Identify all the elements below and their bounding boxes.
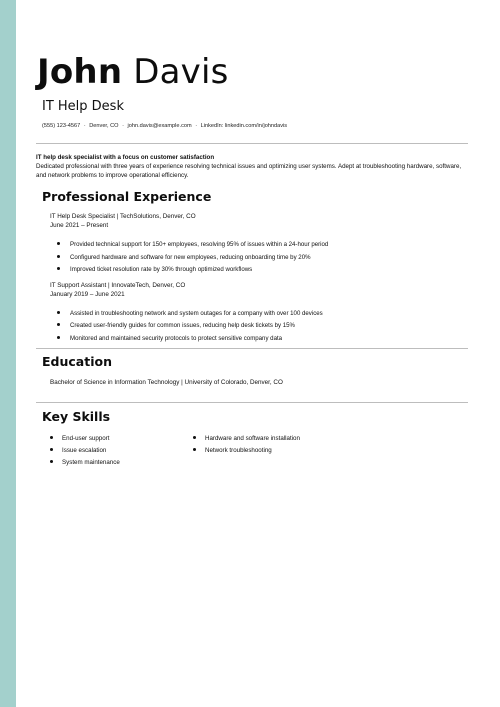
divider [36, 402, 468, 403]
experience-bullet: Configured hardware and software for new employees, reducing onboarding time by 20% [57, 253, 311, 262]
skill-item: Issue escalation [50, 446, 106, 455]
last-name: Davis [133, 52, 229, 92]
experience-bullet: Provided technical support for 150+ employees, resolving 95% of issues within a 24-hour period [57, 240, 328, 249]
summary-section [36, 153, 468, 180]
candidate-name [37, 52, 229, 92]
bullet-dot-icon [57, 255, 60, 258]
bullet-dot-icon [57, 242, 60, 245]
skill-item: Network troubleshooting [193, 446, 272, 455]
contact-separator: · [195, 123, 198, 129]
accent-sidebar [0, 0, 16, 707]
bullet-dot-icon [193, 436, 196, 439]
contact-separator: · [122, 123, 124, 129]
job-dates: January 2019 – June 2021 [50, 291, 125, 298]
bullet-dot-icon [57, 323, 60, 326]
bullet-dot-icon [57, 336, 60, 339]
experience-bullet: Created user-friendly guides for common issues, reducing help desk tickets by 15% [57, 321, 295, 330]
skill-item: System maintenance [50, 458, 120, 467]
contact-linkedin[interactable]: LinkedIn: linkedin.com/in/johndavis [200, 123, 288, 129]
job-dates: June 2021 – Present [50, 222, 109, 229]
bullet-dot-icon [50, 448, 53, 451]
contact-separator: · [83, 123, 86, 129]
education-entry: Bachelor of Science in Information Technology | University of Colorado, Denver, CO [50, 379, 283, 386]
bullet-dot-icon [50, 460, 53, 463]
summary-body: Dedicated professional with three years of experience resolving technical issues and optimizing user systems. Adept at troubleshooting hardware, software, and network problems to improve operational efficiency. [36, 163, 462, 179]
bullet-dot-icon [193, 448, 196, 451]
contact-location: Denver, CO [89, 123, 119, 129]
job-role: IT Help Desk [42, 99, 124, 114]
skill-item: Hardware and software installation [193, 434, 300, 443]
first-name: John [37, 52, 123, 92]
skill-item: End-user support [50, 434, 109, 443]
job-title-line: IT Help Desk Specialist | TechSolutions, Denver, CO [50, 213, 196, 220]
experience-heading: Professional Experience [42, 189, 212, 204]
experience-bullet: Assisted in troubleshooting network and system outages for a company with over 100 devices [57, 309, 323, 318]
bullet-dot-icon [50, 436, 53, 439]
contact-phone: (555) 123-4567 [42, 123, 81, 129]
contact-email[interactable]: john.davis@example.com [127, 123, 192, 129]
summary-headline: IT help desk specialist with a focus on customer satisfaction [36, 154, 215, 161]
experience-bullet: Improved ticket resolution rate by 30% through optimized workflows [57, 265, 252, 274]
contact-line [42, 122, 287, 130]
resume-page [16, 0, 500, 707]
bullet-dot-icon [57, 311, 60, 314]
job-title-line: IT Support Assistant | InnovateTech, Denver, CO [50, 282, 186, 289]
education-heading: Education [42, 354, 112, 369]
divider [36, 143, 468, 144]
experience-bullet: Monitored and maintained security protocols to protect sensitive company data [57, 334, 282, 343]
divider [36, 348, 468, 349]
bullet-dot-icon [57, 267, 60, 270]
skills-heading: Key Skills [42, 409, 111, 424]
